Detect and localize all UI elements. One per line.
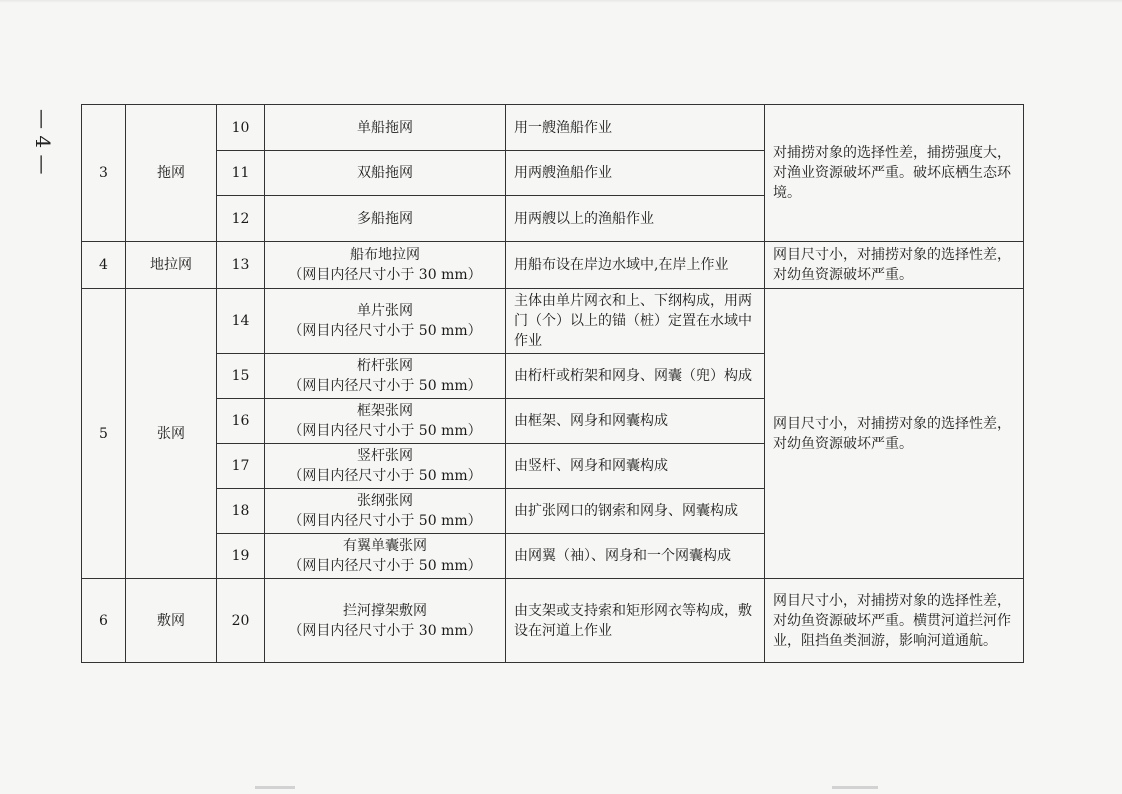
gear-name-cell: [265, 534, 506, 579]
mesh-size-note: （网目内径尺寸小于 50 mm）: [288, 558, 482, 574]
description-cell: 主体由单片网衣和上、下纲构成，用两门（个）以上的锚（桩）定置在水域中作业: [506, 289, 765, 354]
note-cell: 网目尺寸小，对捕捞对象的选择性差，对幼鱼资源破坏严重。横贯河道拦河作业，阻挡鱼类洄游，影响河道通航。: [765, 579, 1024, 663]
note-cell: 对捕捞对象的选择性差，捕捞强度大，对渔业资源破坏严重。破坏底栖生态环境。: [765, 105, 1024, 242]
gear-name-cell: [265, 196, 506, 242]
gear-name-cell: [265, 242, 506, 289]
code-cell: 17: [217, 444, 265, 489]
gear-name-cell: [265, 105, 506, 151]
scan-artifact: [832, 786, 878, 789]
table-row: [82, 289, 1024, 354]
mesh-size-note: （网目内径尺寸小于 50 mm）: [288, 423, 482, 439]
gear-name: 船布地拉网: [350, 247, 420, 263]
description-cell: 由支架或支持索和矩形网衣等构成，敷设在河道上作业: [506, 579, 765, 663]
gear-name-cell: [265, 354, 506, 399]
code-cell: 16: [217, 399, 265, 444]
seq-cell: 4: [82, 242, 126, 289]
description-cell: 由框架、网身和网囊构成: [506, 399, 765, 444]
code-cell: 14: [217, 289, 265, 354]
description-cell: 用两艘渔船作业: [506, 151, 765, 196]
category-cell: 张网: [126, 289, 217, 579]
code-cell: 18: [217, 489, 265, 534]
table-row: [82, 579, 1024, 663]
code-cell: 20: [217, 579, 265, 663]
mesh-size-note: （网目内径尺寸小于 50 mm）: [288, 468, 482, 484]
mesh-size-note: （网目内径尺寸小于 50 mm）: [288, 323, 482, 339]
description-cell: 用一艘渔船作业: [506, 105, 765, 151]
code-cell: 10: [217, 105, 265, 151]
gear-name: 单片张网: [357, 303, 413, 319]
category-cell: 敷网: [126, 579, 217, 663]
gear-name: 框架张网: [357, 403, 413, 419]
gear-name-cell: [265, 399, 506, 444]
table-row: [82, 242, 1024, 289]
table-row: [82, 105, 1024, 151]
scan-artifact: [255, 786, 295, 789]
mesh-size-note: （网目内径尺寸小于 50 mm）: [288, 513, 482, 529]
description-cell: 由桁杆或桁架和网身、网囊（兜）构成: [506, 354, 765, 399]
gear-name-cell: [265, 289, 506, 354]
description-cell: 用船布设在岸边水域中,在岸上作业: [506, 242, 765, 289]
category-cell: 拖网: [126, 105, 217, 242]
seq-cell: 3: [82, 105, 126, 242]
category-cell: 地拉网: [126, 242, 217, 289]
page-top-edge: [0, 0, 1122, 3]
mesh-size-note: （网目内径尺寸小于 30 mm）: [288, 267, 482, 283]
code-cell: 12: [217, 196, 265, 242]
gear-name-cell: [265, 151, 506, 196]
code-cell: 15: [217, 354, 265, 399]
code-cell: 11: [217, 151, 265, 196]
gear-name-cell: [265, 444, 506, 489]
description-cell: 用两艘以上的渔船作业: [506, 196, 765, 242]
description-cell: 由竖杆、网身和网囊构成: [506, 444, 765, 489]
gear-name-cell: [265, 579, 506, 663]
seq-cell: 5: [82, 289, 126, 579]
gear-name: 桁杆张网: [357, 358, 413, 374]
description-cell: 由网翼（袖）、网身和一个网囊构成: [506, 534, 765, 579]
gear-name: 竖杆张网: [357, 448, 413, 464]
page-number: — 4 —: [31, 109, 55, 175]
gear-name: 拦河撑架敷网: [343, 602, 427, 619]
gear-name: 双船拖网: [357, 165, 413, 181]
fishing-gear-table: [81, 104, 1024, 663]
note-cell: 网目尺寸小，对捕捞对象的选择性差，对幼鱼资源破坏严重。: [765, 289, 1024, 579]
gear-name: 多船拖网: [357, 210, 413, 227]
gear-name: 有翼单囊张网: [343, 538, 427, 554]
description-cell: 由扩张网口的钢索和网身、网囊构成: [506, 489, 765, 534]
gear-name: 单船拖网: [357, 119, 413, 136]
note-cell: 网目尺寸小，对捕捞对象的选择性差，对幼鱼资源破坏严重。: [765, 242, 1024, 289]
mesh-size-note: （网目内径尺寸小于 50 mm）: [288, 378, 482, 394]
code-cell: 13: [217, 242, 265, 289]
mesh-size-note: （网目内径尺寸小于 30 mm）: [288, 622, 482, 639]
seq-cell: 6: [82, 579, 126, 663]
code-cell: 19: [217, 534, 265, 579]
gear-name: 张纲张网: [357, 493, 413, 509]
gear-name-cell: [265, 489, 506, 534]
